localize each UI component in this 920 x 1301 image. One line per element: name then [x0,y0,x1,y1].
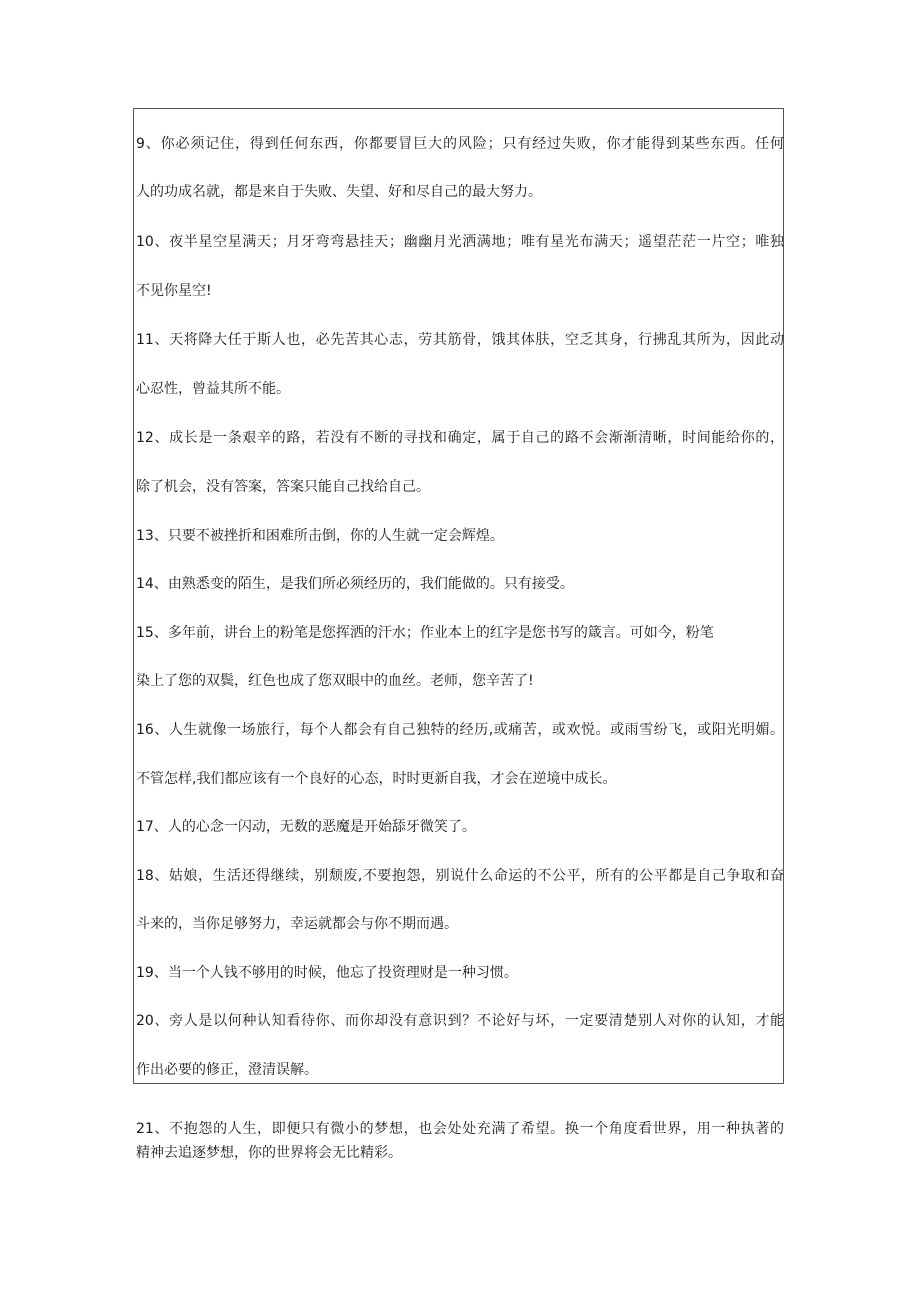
quote-10-line-1: 10、夜半星空星满天；月牙弯弯悬挂天；幽幽月光洒满地；唯有星光布满天；遥望茫茫一片空；唯独 [136,234,784,250]
quote-14: 14、由熟悉变的陌生，是我们所必须经历的，我们能做的。只有接受。 [136,576,574,592]
quote-21-line-2: 精神去追逐梦想，你的世界将会无比精彩。 [136,1145,402,1161]
quote-11-line-1: 11、天将降大任于斯人也，必先苦其心志，劳其筋骨，饿其体肤，空乏其身，行拂乱其所为，因此动 [136,332,784,348]
quote-15-line-2: 染上了您的双鬓，红色也成了您双眼中的血丝。老师，您辛苦了! [136,673,534,689]
quote-20-line-1: 20、旁人是以何种认知看待你、而你却没有意识到？不论好与坏，一定要清楚别人对你的认知，才能 [136,1013,784,1029]
quote-12-line-1: 12、成长是一条艰辛的路，若没有不断的寻找和确定，属于自己的路不会渐渐清晰，时间能给你的， [136,430,784,446]
quote-16-line-1: 16、人生就像一场旅行，每个人都会有自己独特的经历,或痛苦，或欢悦。或雨雪纷飞，或阳光明媚。 [136,722,784,738]
quote-21-line-1: 21、不抱怨的人生，即便只有微小的梦想，也会处处充满了希望。换一个角度看世界，用一种执著的 [136,1121,784,1137]
quote-15-line-1: 15、多年前，讲台上的粉笔是您挥洒的汗水；作业本上的红字是您书写的箴言。可如今，粉笔 [136,625,714,641]
quote-11-line-2: 心忍性，曾益其所不能。 [136,381,290,397]
quote-17: 17、人的心念一闪动，无数的恶魔是开始舔牙微笑了。 [136,819,476,835]
quote-table-box [133,108,784,1084]
quote-9-line-1: 9、你必须记住，得到任何东西，你都要冒巨大的风险；只有经过失败，你才能得到某些东西。任何 [136,136,784,152]
quote-18-line-1: 18、姑娘，生活还得继续，别颓废,不要抱怨，别说什么命运的不公平，所有的公平都是自己争取和奋 [136,868,784,884]
quote-10-line-2: 不见你星空! [136,283,212,299]
quote-19: 19、当一个人钱不够用的时候，他忘了投资理财是一种习惯。 [136,965,518,981]
quote-9-line-2: 人的功成名就，都是来自于失败、失望、好和尽自己的最大努力。 [136,184,542,200]
quote-13: 13、只要不被挫折和困难所击倒，你的人生就一定会辉煌。 [136,528,504,544]
quote-16-line-2: 不管怎样,我们都应该有一个良好的心态，时时更新自我，才会在逆境中成长。 [136,771,617,787]
quote-12-line-2: 除了机会，没有答案，答案只能自己找给自己。 [136,479,430,495]
quote-20-line-2: 作出必要的修正，澄清误解。 [136,1062,318,1078]
quote-18-line-2: 斗来的，当你足够努力，幸运就都会与你不期而遇。 [136,916,458,932]
